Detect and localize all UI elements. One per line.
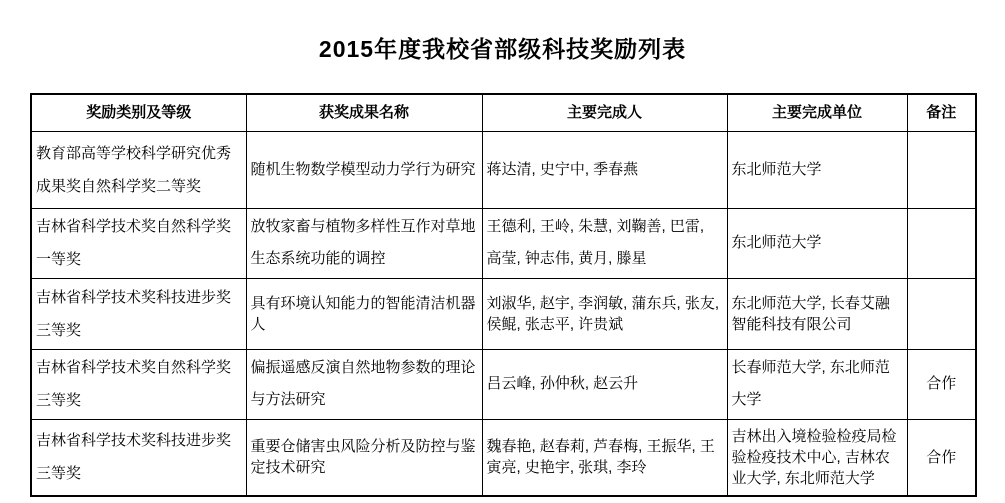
- table-cell: 东北师范大学: [727, 208, 907, 278]
- table-cell: 具有环境认知能力的智能清洁机器人: [246, 278, 482, 349]
- table-cell: 吉林省科学技术奖科技进步奖三等奖: [31, 278, 246, 349]
- table-cell: 偏振遥感反演自然地物参数的理论与方法研究: [246, 349, 482, 419]
- table-cell: 吉林省科学技术奖科技进步奖三等奖: [31, 419, 246, 496]
- column-header-5: 备注: [907, 94, 976, 131]
- table-cell: 刘淑华, 赵宇, 李润敏, 蒲东兵, 张友, 侯鲲, 张志平, 许贵斌: [482, 278, 727, 349]
- table-header-row: [31, 94, 976, 131]
- table-cell: [907, 278, 976, 349]
- column-header-1: 奖励类别及等级: [31, 94, 246, 131]
- table-cell: 随机生物数学模型动力学行为研究: [246, 131, 482, 208]
- table-cell: 吉林省科学技术奖自然科学奖三等奖: [31, 349, 246, 419]
- table-cell: 王德利, 王岭, 朱慧, 刘鞠善, 巴雷, 高莹, 钟志伟, 黄月, 滕星: [482, 208, 727, 278]
- table-cell: [907, 208, 976, 278]
- table-cell: 重要仓储害虫风险分析及防控与鉴定技术研究: [246, 419, 482, 496]
- table-row: [31, 349, 976, 419]
- table-cell: 合作: [907, 349, 976, 419]
- column-header-3: 主要完成人: [482, 94, 727, 131]
- table-cell: 教育部高等学校科学研究优秀成果奖自然科学奖二等奖: [31, 131, 246, 208]
- table-row: [31, 208, 976, 278]
- table-row: [31, 278, 976, 349]
- table-cell: 蒋达清, 史宁中, 季春燕: [482, 131, 727, 208]
- column-header-4: 主要完成单位: [727, 94, 907, 131]
- table-cell: 合作: [907, 419, 976, 496]
- table-row: [31, 131, 976, 208]
- table-cell: 吉林省科学技术奖自然科学奖一等奖: [31, 208, 246, 278]
- awards-table: [30, 93, 977, 497]
- column-header-2: 获奖成果名称: [246, 94, 482, 131]
- table-body: [31, 131, 976, 496]
- table-cell: 东北师范大学: [727, 131, 907, 208]
- table-cell: 吉林出入境检验检疫局检验检疫技术中心, 吉林农业大学, 东北师范大学: [727, 419, 907, 496]
- table-cell: 东北师范大学, 长春艾融智能科技有限公司: [727, 278, 907, 349]
- table-cell: 魏春艳, 赵春莉, 芦春梅, 王振华, 王寅亮, 史艳宇, 张琪, 李玲: [482, 419, 727, 496]
- table-cell: [907, 131, 976, 208]
- table-cell: 吕云峰, 孙仲秋, 赵云升: [482, 349, 727, 419]
- table-row: [31, 419, 976, 496]
- page-title: 2015年度我校省部级科技奖励列表: [318, 36, 687, 62]
- table-cell: 长春师范大学, 东北师范大学: [727, 349, 907, 419]
- table-cell: 放牧家畜与植物多样性互作对草地生态系统功能的调控: [246, 208, 482, 278]
